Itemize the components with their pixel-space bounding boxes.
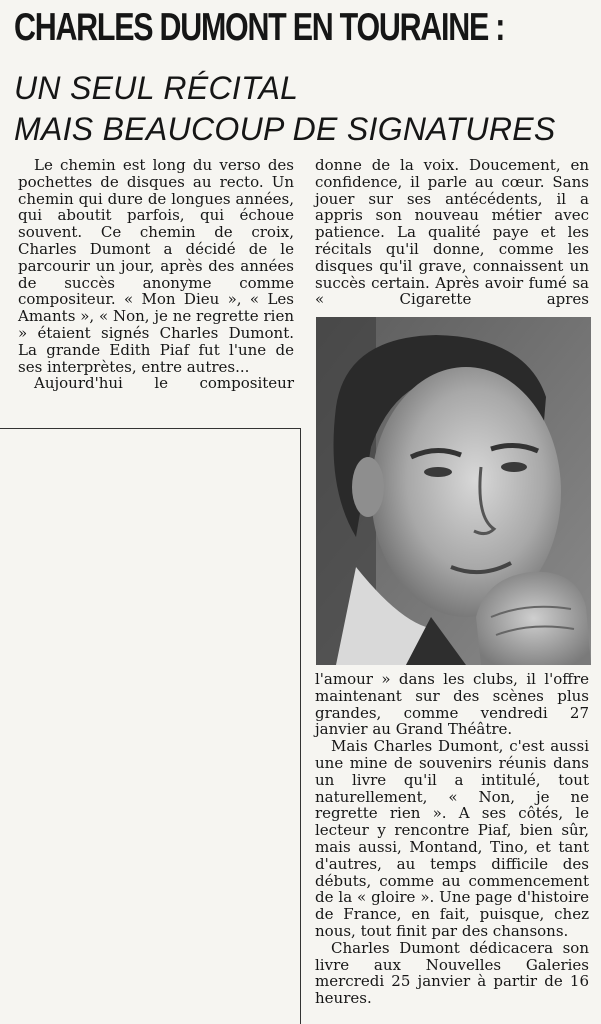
subhead-line-1: UN SEUL RÉCITAL [14, 70, 299, 106]
paragraph: Mais Charles Dumont, c'est aussi une mine de souvenirs réunis dans un livre qu'il a intitulé, tout naturellement, « Non, je ne regrette rien ». A ses côtés, le lecteur y rencontre Piaf, bien sûr, mais aussi, Montand, Tino, et tant d'autres, au temps difficile des débuts, comme au commencement de la « gloire ». Une page d'histoire de France, en fait, puisque, chez nous, tout finit par des chansons. [315, 737, 589, 940]
paragraph: Le chemin est long du verso des pochettes de disques au recto. Un chemin qui dure de longues années, qui aboutit parfois, qui échoue souvent. Ce chemin de croix, Charles Dumont a décidé de le parcourir un jour, après des années de succès anonyme comme compositeur. « Mon Dieu », « Les Amants », « Non, je ne regrette rien » étaient signés Charles Dumont. La grande Edith Piaf fut l'une de ses interprètes, entre autres... [18, 156, 294, 376]
headline: CHARLES DUMONT EN TOURAINE : [14, 6, 505, 49]
article-column-2 [315, 157, 589, 308]
portrait-image [316, 317, 591, 665]
column-divider-vertical [300, 428, 301, 1024]
paragraph: l'amour » dans les clubs, il l'offre maintenant sur des scènes plus grandes, comme vendredi 27 janvier au Grand Théâtre. [315, 670, 589, 739]
column-divider-horizontal [0, 428, 300, 429]
article-column-3 [315, 671, 589, 1007]
article-column-1 [18, 157, 294, 392]
subhead-line-2: MAIS BEAUCOUP DE SIGNATURES [14, 111, 556, 147]
paragraph: Aujourd'hui le compositeur [34, 374, 294, 393]
paragraph: donne de la voix. Doucement, en confidence, il parle au cœur. Sans jouer sur ses antécédents, il a appris son nouveau métier avec patience. La qualité paye et les récitals qu'il donne, comme les disques qu'il grave, connaissent un succès certain. Après avoir fumé sa « Cigarette apres [315, 156, 589, 309]
paragraph: Charles Dumont dédicacera son livre aux Nouvelles Galeries mercredi 25 janvier à partir de 16 heures. [315, 938, 589, 1008]
portrait-photo [316, 317, 591, 665]
